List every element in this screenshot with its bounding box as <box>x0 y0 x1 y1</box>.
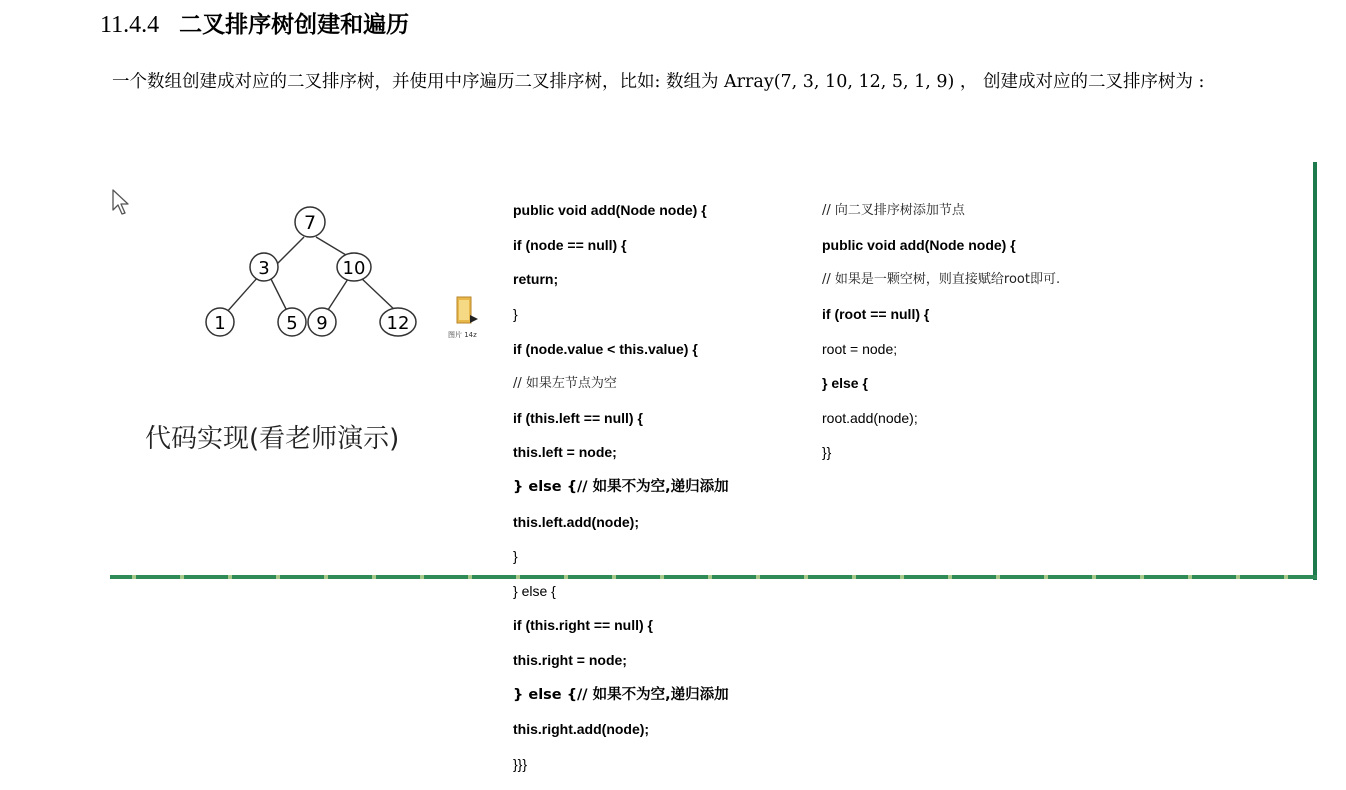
tree-node-7 <box>295 207 325 237</box>
tree-node-3 <box>250 253 278 281</box>
folder-caption: 图片 14z <box>448 331 477 339</box>
svg-text:10: 10 <box>342 258 366 279</box>
svg-text:7: 7 <box>303 212 317 234</box>
code-line: this.left.add(node); <box>513 513 639 530</box>
code-line: root = node; <box>822 340 898 357</box>
code-line: } else { <box>513 582 556 599</box>
code-line: } else {// 如果不为空,递归添加 <box>513 686 729 703</box>
code-line: if (this.left == null) { <box>513 409 643 426</box>
code-line: if (root == null) { <box>822 306 930 323</box>
section-heading <box>100 6 409 39</box>
implementation-label: 代码实现(看老师演示) <box>145 424 400 454</box>
svg-text:1: 1 <box>214 313 226 334</box>
code-line: }} <box>822 444 832 461</box>
intro-paragraph: 一个数组创建成对应的二叉排序树，并使用中序遍历二叉排序树，比如: 数组为 Array(7, 3, 10, 12, 5, 1, 9) ， 创建成对应的二叉排序树为 : <box>112 72 1205 92</box>
code-block-tree-add <box>822 185 1060 479</box>
tree-node-10 <box>337 253 371 281</box>
code-line: this.left = node; <box>513 444 617 461</box>
binary-tree-diagram <box>142 205 432 355</box>
code-comment: // 如果左节点为空 <box>513 376 617 392</box>
code-line: this.right = node; <box>513 652 627 669</box>
tree-node-9 <box>308 308 336 336</box>
tree-node-12 <box>380 308 416 336</box>
code-line: } else { <box>822 375 868 392</box>
code-line: root.add(node); <box>822 409 918 426</box>
code-line: public void add(Node node) { <box>513 202 707 219</box>
code-line: this.right.add(node); <box>513 721 650 738</box>
slide-right-border <box>1313 162 1317 580</box>
code-block-node-add <box>513 185 729 790</box>
section-title: 二叉排序树创建和遍历 <box>179 12 410 38</box>
code-line: } <box>513 306 518 323</box>
code-comment: // 向二叉排序树添加节点 <box>822 203 965 219</box>
code-line: }}} <box>513 755 528 772</box>
tree-node-1 <box>206 308 234 336</box>
cursor-arrow-icon <box>111 188 133 218</box>
code-line: return; <box>513 271 559 288</box>
folder-icon <box>454 295 480 327</box>
code-line: } else {// 如果不为空,递归添加 <box>513 479 729 496</box>
tree-node-5 <box>278 308 306 336</box>
svg-text:12: 12 <box>386 313 410 334</box>
svg-text:9: 9 <box>316 313 328 334</box>
code-line: public void add(Node node) { <box>822 236 1016 253</box>
code-line: } <box>513 548 518 565</box>
svg-text:5: 5 <box>286 313 298 334</box>
code-line: if (node.value < this.value) { <box>513 340 698 357</box>
code-line: if (this.right == null) { <box>513 617 653 634</box>
code-line: if (node == null) { <box>513 236 627 253</box>
svg-text:3: 3 <box>258 258 270 279</box>
section-number: 11.4.4 <box>100 12 160 38</box>
code-comment: // 如果是一颗空树，则直接赋给root即可. <box>822 272 1061 288</box>
